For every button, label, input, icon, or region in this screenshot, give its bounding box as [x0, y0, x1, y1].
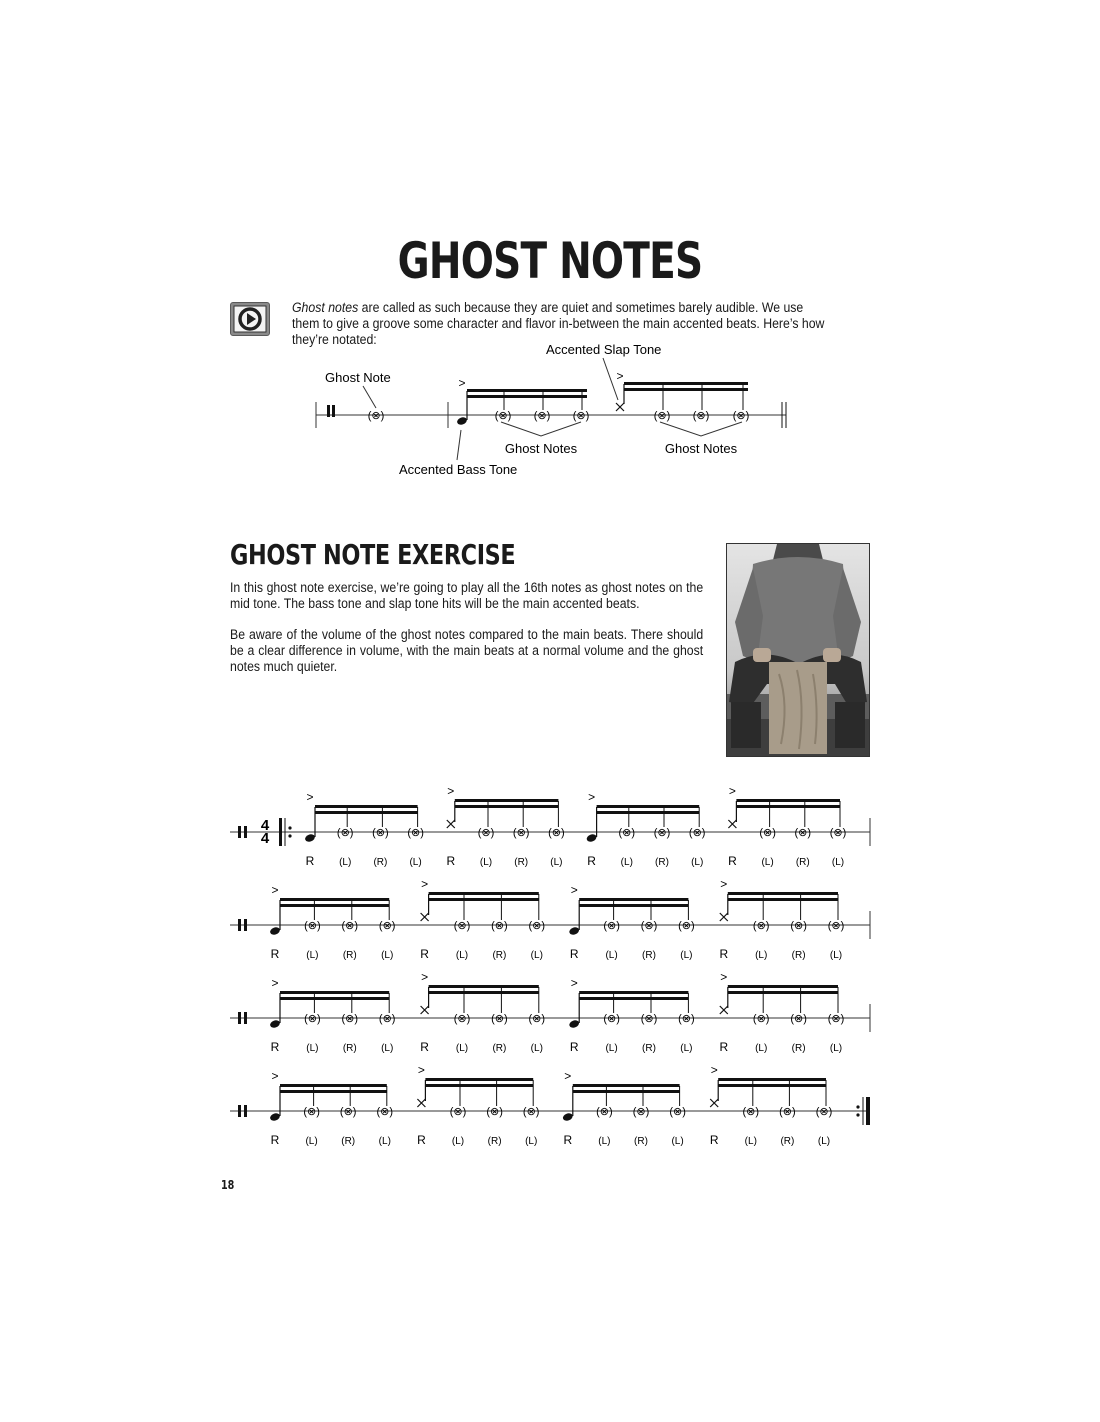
sticking-label: (L) [680, 950, 693, 961]
sticking-label: (L) [305, 1136, 318, 1147]
intro-term: Ghost notes [292, 300, 359, 315]
ghost-note-symbol: (⊗) [688, 827, 706, 839]
sticking-label: (L) [530, 1043, 543, 1054]
ghost-note-symbol: (⊗) [528, 1013, 546, 1025]
label-accented-slap-tone: Accented Slap Tone [546, 342, 662, 357]
sticking-label: (L) [455, 1043, 469, 1054]
slap-tone-note [447, 820, 455, 828]
ghost-note-symbol: (⊗) [603, 1013, 620, 1025]
sticking-label: (L) [620, 857, 633, 868]
sticking-label: R [270, 947, 280, 961]
ghost-note-symbol: (⊗) [653, 410, 671, 422]
ghost-note-symbol: (⊗) [522, 1106, 540, 1118]
sticking-label: (R) [791, 1043, 806, 1054]
ghost-note-symbol: (⊗) [827, 1013, 845, 1025]
accent-mark: > [710, 1064, 718, 1077]
sticking-label: (L) [817, 1136, 831, 1147]
ghost-note-symbol: (⊗) [491, 1013, 508, 1025]
ghost-note-symbol: (⊗) [618, 827, 636, 839]
accent-mark: > [616, 369, 624, 383]
bass-tone-note [269, 1019, 281, 1029]
sticking-label: (L) [761, 857, 774, 868]
bass-tone-note [568, 926, 580, 936]
ghost-note-symbol: (⊗) [449, 1106, 467, 1118]
ghost-note-symbol: (⊗) [827, 920, 845, 932]
sticking-label: (R) [514, 857, 529, 868]
ghost-note-symbol: (⊗) [367, 410, 385, 422]
sticking-label: (R) [373, 857, 388, 868]
sticking-label: R [719, 947, 729, 961]
ghost-note-symbol: (⊗) [759, 827, 776, 839]
ghost-note-symbol: (⊗) [378, 920, 396, 932]
sticking-label: R [728, 854, 737, 868]
slap-tone-note [417, 1099, 425, 1107]
sticking-label: (L) [755, 1043, 768, 1054]
accent-mark: > [421, 878, 429, 891]
ghost-note-symbol: (⊗) [794, 827, 812, 839]
ghost-note-symbol: (⊗) [494, 410, 512, 422]
ghost-note-symbol: (⊗) [486, 1106, 503, 1118]
exercise-paragraph-2: Be aware of the volume of the ghost notes compared to the main beats. There should be a clear difference in volume, with the main beats at a normal volume and the ghost notes much quieter. [230, 627, 704, 674]
ghost-note-symbol: (⊗) [407, 827, 424, 839]
ghost-note-symbol: (⊗) [790, 920, 807, 932]
sticking-label: (L) [409, 857, 422, 868]
ghost-note-symbol: (⊗) [548, 827, 565, 839]
sticking-label: R [446, 854, 456, 868]
sticking-label: R [417, 1133, 426, 1147]
ghost-note-symbol: (⊗) [376, 1106, 394, 1118]
ghost-notes-legend-diagram [300, 340, 800, 485]
accent-mark: > [720, 878, 728, 891]
ghost-note-symbol: (⊗) [829, 827, 847, 839]
sticking-label: (L) [381, 950, 394, 961]
sticking-label: (L) [605, 1043, 618, 1054]
bass-tone-note [586, 833, 598, 843]
accent-mark: > [271, 976, 279, 990]
ghost-note-symbol: (⊗) [790, 1013, 807, 1025]
ghost-note-symbol: (⊗) [603, 920, 620, 932]
ghost-note-symbol: (⊗) [752, 920, 770, 932]
ghost-note-symbol: (⊗) [732, 410, 750, 422]
sticking-label: (L) [306, 950, 319, 961]
time-signature-top: 4 [260, 817, 270, 834]
sticking-label: (R) [642, 1043, 656, 1054]
sticking-label: (L) [829, 950, 843, 961]
accent-mark: > [271, 1069, 279, 1083]
sticking-label: (L) [378, 1136, 391, 1147]
bass-tone-note [568, 1019, 580, 1029]
accent-mark: > [720, 971, 728, 984]
slap-tone-note [728, 820, 736, 828]
ghost-note-symbol: (⊗) [477, 827, 495, 839]
sticking-label: (R) [487, 1136, 502, 1147]
page-number: 18 [221, 1178, 235, 1192]
sticking-label: (R) [780, 1136, 795, 1147]
ghost-note-symbol: (⊗) [632, 1106, 650, 1118]
slap-tone-note [720, 913, 728, 921]
sticking-label: (L) [605, 950, 618, 961]
accent-mark: > [564, 1069, 572, 1083]
sticking-label: R [305, 854, 315, 868]
sticking-label: (R) [341, 1136, 356, 1147]
ghost-note-symbol: (⊗) [692, 410, 710, 422]
bass-tone-note [304, 833, 316, 843]
ghost-note-symbol: (⊗) [528, 920, 546, 932]
cajon-player-photo [726, 543, 870, 757]
ghost-note-symbol: (⊗) [752, 1013, 770, 1025]
accent-mark: > [421, 971, 429, 984]
ghost-note-symbol: (⊗) [339, 1106, 357, 1118]
accent-mark: > [570, 883, 578, 897]
ghost-note-symbol: (⊗) [453, 920, 471, 932]
sticking-label: (L) [691, 857, 704, 868]
sticking-label: (R) [634, 1136, 648, 1147]
exercise-staff-line-3 [228, 971, 878, 1056]
sticking-label: (L) [451, 1136, 465, 1147]
sticking-label: (L) [306, 1043, 319, 1054]
exercise-staff-line-1 [228, 785, 878, 870]
sticking-label: R [719, 1040, 729, 1054]
sticking-label: (R) [492, 950, 507, 961]
bass-tone-note [269, 1112, 281, 1122]
sticking-label: R [563, 1133, 573, 1147]
ghost-note-symbol: (⊗) [640, 1013, 658, 1025]
accent-mark: > [570, 976, 578, 990]
sticking-label: R [587, 854, 596, 868]
sticking-label: R [420, 947, 429, 961]
ghost-note-symbol: (⊗) [378, 1013, 396, 1025]
sticking-label: (R) [342, 1043, 357, 1054]
ghost-note-symbol: (⊗) [336, 827, 354, 839]
ghost-note-symbol: (⊗) [303, 1106, 320, 1118]
sticking-label: (R) [791, 950, 806, 961]
intro-text: are called as such because they are quiet and sometimes barely audible. We use them to give a groove some character and flavor in-between the main accented beats. Here’s how they’re notated: [292, 300, 825, 347]
sticking-label: (R) [492, 1043, 507, 1054]
sticking-label: (L) [530, 950, 543, 961]
exercise-staff-line-4 [228, 1064, 878, 1149]
ghost-note-symbol: (⊗) [372, 827, 389, 839]
video-play-button[interactable] [230, 302, 270, 336]
slap-tone-note [421, 913, 429, 921]
accent-mark: > [458, 376, 466, 390]
accent-mark: > [447, 785, 455, 798]
ghost-note-symbol: (⊗) [640, 920, 658, 932]
label-ghost-notes-1: Ghost Notes [504, 441, 578, 456]
label-ghost-notes-2: Ghost Notes [664, 441, 738, 456]
ghost-note-symbol: (⊗) [653, 827, 671, 839]
sticking-label: R [270, 1133, 280, 1147]
slap-tone-note [421, 1006, 429, 1014]
sticking-label: (L) [829, 1043, 843, 1054]
ghost-note-symbol: (⊗) [678, 920, 695, 932]
sticking-label: (L) [744, 1136, 757, 1147]
sticking-label: R [420, 1040, 429, 1054]
sticking-label: (L) [831, 857, 845, 868]
sticking-label: R [569, 1040, 579, 1054]
ghost-note-symbol: (⊗) [742, 1106, 760, 1118]
sticking-label: (L) [598, 1136, 611, 1147]
ghost-note-symbol: (⊗) [304, 920, 321, 932]
label-accented-bass-tone: Accented Bass Tone [399, 462, 518, 477]
ghost-note-symbol: (⊗) [533, 410, 551, 422]
sticking-label: (L) [525, 1136, 538, 1147]
sticking-label: (L) [671, 1136, 684, 1147]
label-ghost-note: Ghost Note [325, 370, 391, 385]
sticking-label: (R) [642, 950, 656, 961]
sticking-label: R [709, 1133, 719, 1147]
sticking-label: (L) [550, 857, 563, 868]
sticking-label: (L) [479, 857, 493, 868]
play-icon [231, 303, 269, 335]
ghost-note-symbol: (⊗) [491, 920, 508, 932]
sticking-label: (R) [655, 857, 669, 868]
accent-mark: > [588, 790, 596, 804]
slap-tone-note [710, 1099, 718, 1107]
ghost-note-symbol: (⊗) [572, 410, 590, 422]
ghost-note-symbol: (⊗) [779, 1106, 796, 1118]
sticking-label: (L) [455, 950, 469, 961]
accent-mark: > [306, 790, 314, 804]
sticking-label: (L) [339, 857, 352, 868]
accent-mark: > [271, 883, 279, 897]
ghost-note-symbol: (⊗) [512, 827, 530, 839]
sticking-label: R [569, 947, 579, 961]
exercise-paragraph-1: In this ghost note exercise, we’re going to play all the 16th notes as ghost notes on the mid tone. The bass tone and slap tone hits will be the main accented beats. [230, 580, 704, 611]
ghost-note-symbol: (⊗) [815, 1106, 833, 1118]
sticking-label: (R) [342, 950, 357, 961]
ghost-note-symbol: (⊗) [341, 1013, 359, 1025]
ghost-note-symbol: (⊗) [669, 1106, 686, 1118]
sticking-label: (R) [795, 857, 810, 868]
bass-tone-note [269, 926, 281, 936]
page-title: GHOST NOTES [397, 232, 703, 290]
exercise-staff-line-2 [228, 878, 878, 963]
sticking-label: (L) [680, 1043, 693, 1054]
accent-mark: > [417, 1064, 425, 1077]
ghost-note-symbol: (⊗) [453, 1013, 471, 1025]
ghost-note-symbol: (⊗) [341, 920, 359, 932]
ghost-note-symbol: (⊗) [596, 1106, 613, 1118]
ghost-note-symbol: (⊗) [304, 1013, 321, 1025]
sticking-label: (L) [381, 1043, 394, 1054]
time-signature-bottom: 4 [260, 830, 270, 847]
slap-tone-note [720, 1006, 728, 1014]
sticking-label: R [270, 1040, 280, 1054]
accent-mark: > [728, 785, 736, 798]
sticking-label: (L) [755, 950, 768, 961]
ghost-note-symbol: (⊗) [678, 1013, 695, 1025]
exercise-title: GHOST NOTE EXERCISE [230, 538, 516, 571]
bass-tone-note [562, 1112, 574, 1122]
